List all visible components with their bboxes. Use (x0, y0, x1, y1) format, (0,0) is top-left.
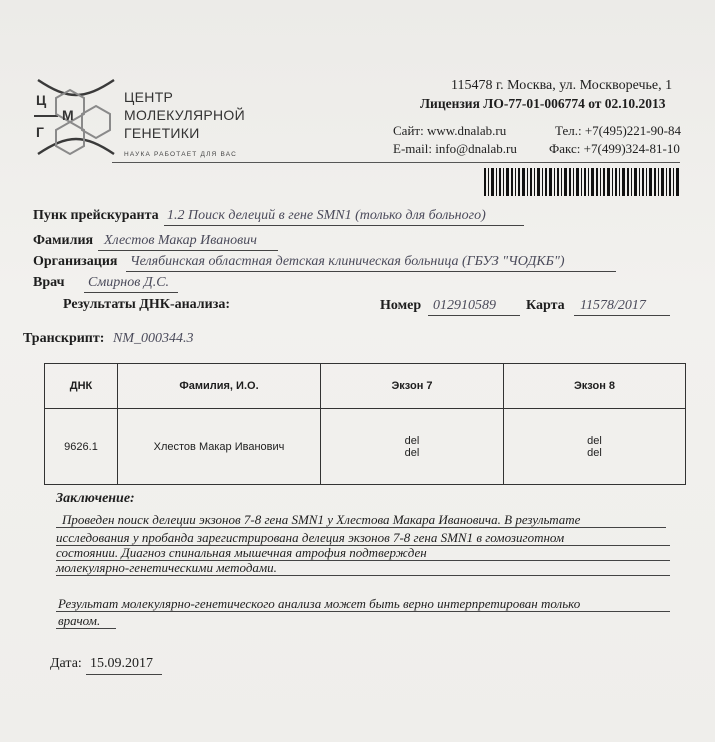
date-value: 15.09.2017 (90, 656, 153, 671)
logo-line-2: МОЛЕКУЛЯРНОЙ (124, 107, 245, 123)
exon8-value-2: del (587, 446, 602, 459)
number-label: Номер (380, 298, 422, 313)
org-label: Организация (33, 254, 118, 269)
surname-label: Фамилия (33, 233, 94, 248)
logo-line-1: ЦЕНТР (124, 89, 174, 105)
transcript-value: NM_000344.3 (113, 331, 194, 346)
doctor-value: Смирнов Д.С. (88, 275, 170, 290)
doctor-label: Врач (33, 275, 65, 290)
phone: Тел.: +7(495)221-90-84 (555, 123, 681, 138)
org-value: Челябинская областная детская клиническая больница (ГБУЗ "ЧОДКБ") (130, 254, 565, 269)
cell-exon7 (321, 409, 504, 485)
conclusion-line-1: Проведен поиск делеции экзонов 7-8 гена SMN1 у Хлестова Макара Ивановича. В результате (62, 512, 581, 527)
note-line-1: Результат молекулярно-генетического анализа может быть верно интерпретирован только (58, 596, 581, 611)
cell-name: Хлестов Макар Иванович (118, 409, 321, 485)
card-underline (574, 315, 670, 316)
note-underline-1 (56, 611, 670, 612)
conclusion-line-3: состоянии. Диагноз спинальная мышечная атрофия подтвержден (56, 545, 427, 560)
header-dnk: ДНК (45, 364, 118, 409)
barcode-icon (484, 168, 680, 196)
address: 115478 г. Москва, ул. Москворечье, 1 (451, 78, 673, 93)
exon7-value-2: del (404, 446, 420, 459)
conclusion-title: Заключение: (56, 491, 135, 506)
price-value: 1.2 Поиск делеций в гене SMN1 (только для больного) (167, 208, 486, 223)
table-row (45, 409, 686, 485)
doctor-underline (84, 292, 178, 293)
price-underline (164, 225, 524, 226)
logo-letter-m: М (62, 107, 74, 123)
number-value: 012910589 (433, 298, 496, 313)
card-label: Карта (526, 298, 565, 313)
note-underline-2 (56, 628, 116, 629)
table-header-row (45, 364, 686, 409)
logo-letter-g: Г (36, 124, 44, 140)
cell-exon8 (504, 409, 686, 485)
date-underline (86, 674, 162, 675)
header-name: Фамилия, И.О. (118, 364, 321, 409)
price-label: Пунк прейскуранта (33, 208, 159, 223)
license: Лицензия ЛО-77-01-006774 от 02.10.2013 (420, 96, 666, 111)
transcript-label: Транскрипт: (23, 331, 105, 346)
card-value: 11578/2017 (580, 298, 646, 313)
cmg-logo-icon (28, 76, 124, 158)
header-exon7: Экзон 7 (321, 364, 504, 409)
conclusion-line-2: исследования у пробанда зарегистрирована делеция экзонов 7-8 гена SMN1 в гомозиготном (56, 530, 565, 545)
logo-letter-ts: Ц (36, 92, 47, 108)
cell-dnk: 9626.1 (45, 409, 118, 485)
logo-line-3: ГЕНЕТИКИ (124, 125, 200, 141)
results-label: Результаты ДНК-анализа: (63, 297, 231, 312)
header-divider (112, 162, 680, 163)
surname-value: Хлестов Макар Иванович (104, 233, 257, 248)
conclusion-line-4: молекулярно-генетическими методами. (56, 560, 277, 575)
conclusion-underline-4 (56, 575, 670, 576)
conclusion-underline-1 (56, 527, 666, 528)
fax: Факс: +7(499)324-81-10 (549, 141, 680, 156)
org-underline (126, 271, 616, 272)
email: E-mail: info@dnalab.ru (393, 141, 517, 156)
date-label: Дата: (50, 656, 82, 671)
surname-underline (98, 250, 278, 251)
exon7-value-1: del (404, 434, 420, 447)
logo-tagline: НАУКА РАБОТАЕТ ДЛЯ ВАС (124, 151, 238, 158)
exon8-value-1: del (587, 434, 602, 447)
note-line-2: врачом. (58, 613, 101, 628)
site: Сайт: www.dnalab.ru (393, 123, 507, 138)
header-exon8: Экзон 8 (504, 364, 686, 409)
results-table (44, 363, 686, 485)
number-underline (428, 315, 520, 316)
